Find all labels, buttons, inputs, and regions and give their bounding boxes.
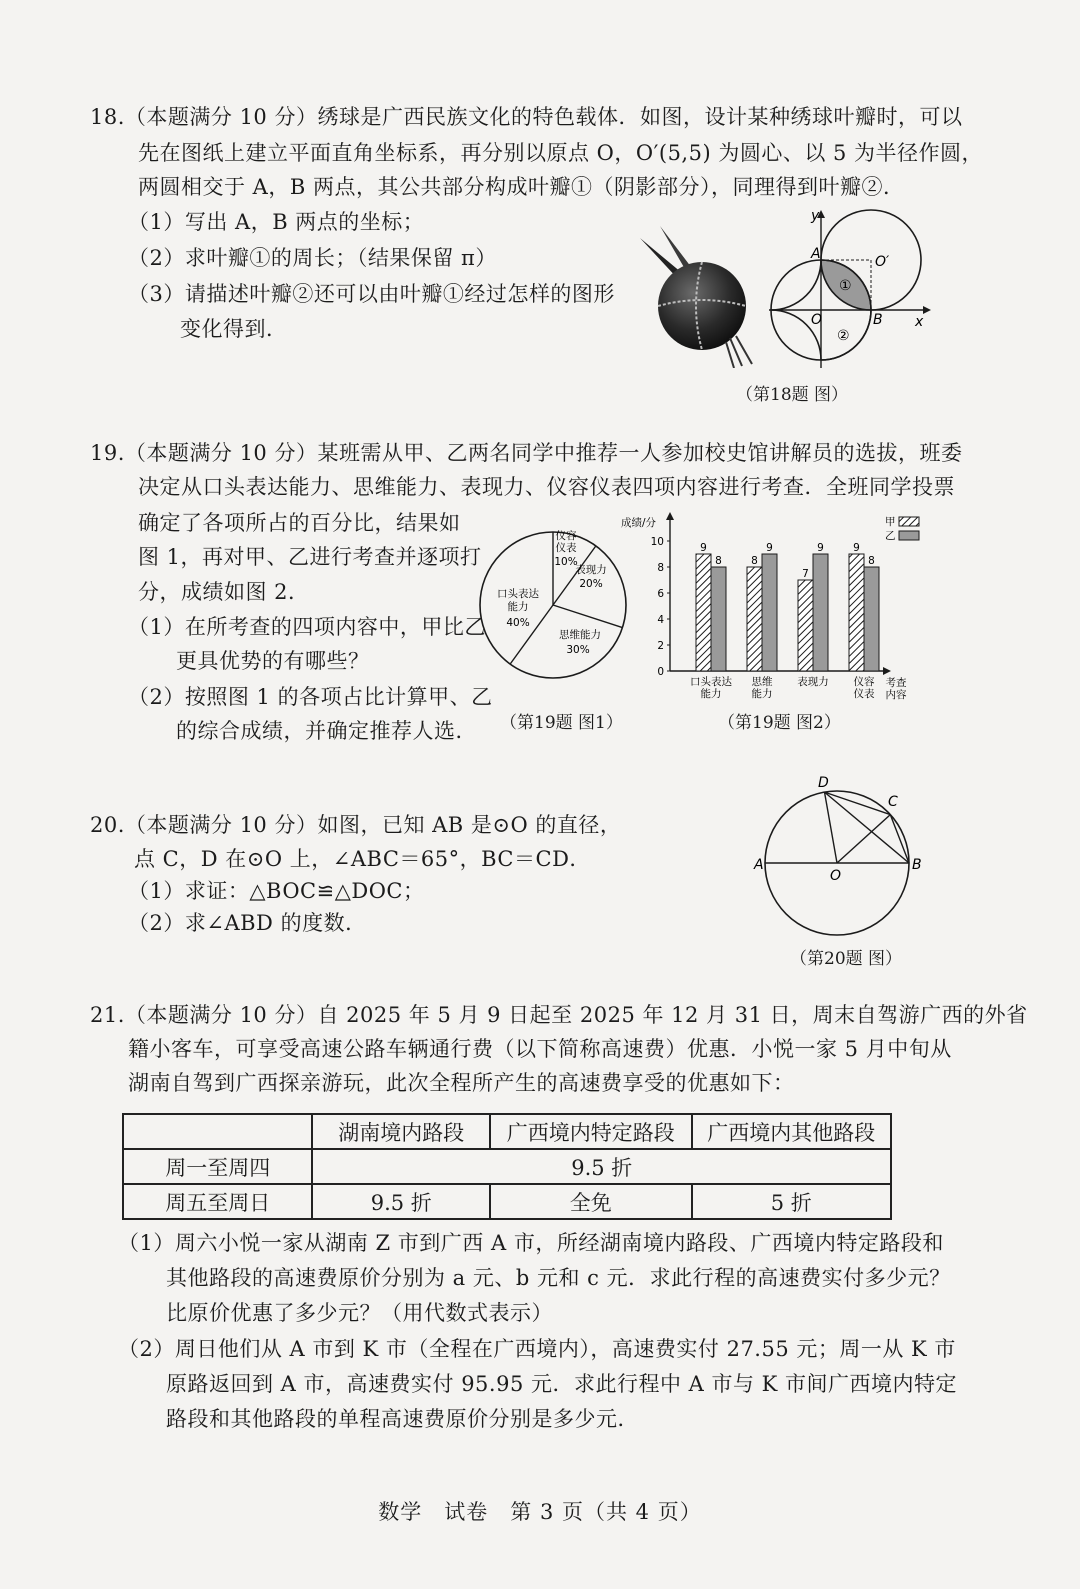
hydrangea-ball-photo <box>630 218 765 368</box>
pie-label-koutou-1: 口头表达 <box>497 588 539 600</box>
q18-stem-line-1: 18.（本题满分 10 分）绣球是广西民族文化的特色载体．如图，设计某种绣球叶瓣时，可以 <box>90 105 963 129</box>
legend-yi-label: 乙 <box>885 530 896 542</box>
q18-stem-line-3: 两圆相交于 A，B 两点，其公共部分构成叶瓣①（阴影部分），同理得到叶瓣②． <box>138 175 905 199</box>
q21-part-2-line-1: （2）周日他们从 A 市到 K 市（全程在广西境内），高速费实付 27.55 元；周一从 K 市 <box>118 1337 956 1361</box>
bar-y-arrow <box>666 512 674 520</box>
label-o: O <box>811 312 823 328</box>
bar-value-label: 9 <box>853 542 860 554</box>
pie-label-yirong-2: 仪表 <box>555 542 577 554</box>
table-cell: 9.5 折 <box>312 1149 891 1184</box>
q20-part-2: （2）求∠ABD 的度数． <box>128 911 367 935</box>
table-cell: 9.5 折 <box>312 1184 490 1219</box>
q19-stem-line-1: 19.（本题满分 10 分）某班需从甲、乙两名同学中推荐一人参加校史馆讲解员的选拔，班委 <box>90 441 963 465</box>
bar-value-label: 8 <box>868 555 875 567</box>
q19-caption-2: （第19题 图2） <box>718 713 841 733</box>
bar-category-label: 仪表 <box>853 688 875 700</box>
table-header-cell: 广西境内其他路段 <box>692 1114 892 1149</box>
q19-bar-chart <box>615 508 920 708</box>
label-y: y <box>811 208 820 224</box>
table-row <box>123 1184 891 1219</box>
pie-pct-koutou: 40% <box>506 617 530 629</box>
q18-part-3-cont: 变化得到． <box>180 317 288 341</box>
q20-figure <box>752 770 927 942</box>
page-footer: 数学 试卷 第 3 页（共 4 页） <box>378 1500 702 1524</box>
label-a: A <box>811 246 821 262</box>
pie-boundary-4 <box>510 605 553 664</box>
label-petal-1: ① <box>839 278 852 294</box>
bar-yi <box>711 567 726 671</box>
table-header-row <box>123 1114 891 1149</box>
q19-stem-line-3: 确定了各项所占的百分比，结果如 <box>138 511 461 535</box>
label-o-prime: O′ <box>875 254 890 270</box>
bar-y-tick-label: 8 <box>657 562 664 574</box>
bar-yi <box>762 554 777 671</box>
label-o: O <box>830 868 842 884</box>
bar-y-tick-label: 2 <box>657 640 664 652</box>
label-b: B <box>873 312 883 328</box>
q20-part-1: （1）求证：△BOC≌△DOC； <box>128 879 425 903</box>
legend-yi-swatch <box>899 531 919 540</box>
label-c: C <box>888 794 898 810</box>
q20-stem-line-1: 20.（本题满分 10 分）如图，已知 AB 是⊙O 的直径， <box>90 813 622 837</box>
bar-value-label: 9 <box>700 542 707 554</box>
table-cell: 全免 <box>490 1184 691 1219</box>
bar-y-tick-label: 6 <box>657 588 664 600</box>
q19-stem-line-2: 决定从口头表达能力、思维能力、表现力、仪容仪表四项内容进行考查．全班同学投票 <box>138 475 955 499</box>
q20-stem-line-2: 点 C，D 在⊙O 上，∠ABC＝65°，BC＝CD． <box>134 847 591 871</box>
q19-caption-1: （第19题 图1） <box>500 713 623 733</box>
q21-part-1-line-3: 比原价优惠了多少元？（用代数式表示） <box>166 1301 553 1325</box>
bar-xlabel-2: 内容 <box>885 689 907 701</box>
label-b: B <box>912 857 922 873</box>
q18-figure <box>765 206 940 371</box>
bar-value-label: 8 <box>751 555 758 567</box>
bar-yi <box>813 554 828 671</box>
table-cell: 5 折 <box>692 1184 892 1219</box>
q18-stem-line-2: 先在图纸上建立平面直角坐标系，再分别以原点 O，O′(5,5) 为圆心、以 5 为半径作圆， <box>138 141 984 165</box>
table-header-cell <box>123 1114 312 1149</box>
q21-part-2-line-3: 路段和其他路段的单程高速费原价分别是多少元． <box>166 1407 639 1431</box>
q18-caption: （第18题 图） <box>736 385 849 405</box>
bar-jia <box>849 554 864 671</box>
pie-label-koutou-2: 能力 <box>507 601 529 613</box>
q18-part-2: （2）求叶瓣①的周长；（结果保留 π） <box>128 246 497 270</box>
bar-value-label: 8 <box>715 555 722 567</box>
q20-caption: （第20题 图） <box>790 949 903 969</box>
q19-pie-chart <box>478 525 638 685</box>
q21-stem-line-3: 湖南自驾到广西探亲游玩，此次全程所产生的高速费享受的优惠如下： <box>128 1071 795 1095</box>
bar-jia <box>747 567 762 671</box>
label-petal-2: ② <box>837 328 850 344</box>
bar-x-arrow <box>883 667 891 675</box>
bar-jia <box>798 580 813 671</box>
q21-part-1-line-2: 其他路段的高速费原价分别为 a 元、b 元和 c 元．求此行程的高速费实付多少元？ <box>166 1266 951 1290</box>
q21-part-2-line-2: 原路返回到 A 市，高速费实付 95.95 元．求此行程中 A 市与 K 市间广西境内特定 <box>166 1372 958 1396</box>
q19-stem-line-5: 分，成绩如图 2． <box>138 580 310 604</box>
bar-xlabel-1: 考查 <box>885 677 907 689</box>
bar-y-tick-label: 0 <box>657 666 664 678</box>
q19-part-1-cont: 更具优势的有哪些？ <box>176 649 370 673</box>
bar-value-label: 9 <box>817 542 824 554</box>
pie-pct-siwei: 30% <box>566 644 590 656</box>
pie-pct-biaoxian: 20% <box>579 578 603 590</box>
label-x: x <box>915 314 924 330</box>
table-row <box>123 1149 891 1184</box>
q21-part-1-line-1: （1）周六小悦一家从湖南 Z 市到广西 A 市，所经湖南境内路段、广西境内特定路段和 <box>118 1231 944 1255</box>
bar-ylabel: 成绩/分 <box>621 517 657 529</box>
pie-label-biaoxian: 表现力 <box>575 564 607 576</box>
bar-category-label: 能力 <box>700 688 722 700</box>
bar-y-tick-label: 4 <box>657 614 664 626</box>
segment-cd <box>825 792 891 815</box>
label-d: D <box>818 775 829 791</box>
pie-pct-yirong: 10% <box>554 556 578 568</box>
pie-label-siwei: 思维能力 <box>559 629 601 641</box>
q19-stem-line-4: 图 1，再对甲、乙进行考查并逐项打 <box>138 545 482 569</box>
pie-label-yirong-1: 仪容 <box>555 530 577 542</box>
bar-category-label: 表现力 <box>797 676 829 688</box>
table-row-label: 周一至周四 <box>123 1149 312 1184</box>
legend-jia-swatch <box>899 517 919 526</box>
q21-stem-line-2: 籍小客车，可享受高速公路车辆通行费（以下简称高速费）优惠．小悦一家 5 月中旬从 <box>128 1037 952 1061</box>
q19-part-2-cont: 的综合成绩，并确定推荐人选． <box>176 719 477 743</box>
label-a: A <box>754 857 764 873</box>
bar-category-label: 仪容 <box>853 676 875 688</box>
pie-boundary-3 <box>553 605 622 628</box>
table-row-label: 周五至周日 <box>123 1184 312 1219</box>
bar-yi <box>864 567 879 671</box>
q18-part-3: （3）请描述叶瓣②还可以由叶瓣①经过怎样的图形 <box>128 282 615 306</box>
q19-part-2: （2）按照图 1 的各项占比计算甲、乙 <box>128 685 493 709</box>
table-header-cell: 湖南境内路段 <box>312 1114 490 1149</box>
segment-oc <box>837 815 890 863</box>
bar-y-tick-label: 10 <box>650 536 664 548</box>
bar-category-label: 口头表达 <box>690 676 732 688</box>
discount-table <box>122 1113 892 1220</box>
q18-part-1: （1）写出 A，B 两点的坐标； <box>128 210 425 234</box>
legend-jia-label: 甲 <box>885 516 896 528</box>
segment-od <box>825 792 838 863</box>
q21-stem-line-1: 21.（本题满分 10 分）自 2025 年 5 月 9 日起至 2025 年 12 月 31 日，周末自驾游广西的外省 <box>90 1003 1028 1027</box>
bar-category-label: 能力 <box>751 688 773 700</box>
bar-category-label: 思维 <box>751 676 773 688</box>
bar-jia <box>696 554 711 671</box>
table-header-cell: 广西境内特定路段 <box>490 1114 691 1149</box>
bar-value-label: 7 <box>802 568 809 580</box>
q19-part-1: （1）在所考查的四项内容中，甲比乙 <box>128 615 486 639</box>
bar-value-label: 9 <box>766 542 773 554</box>
